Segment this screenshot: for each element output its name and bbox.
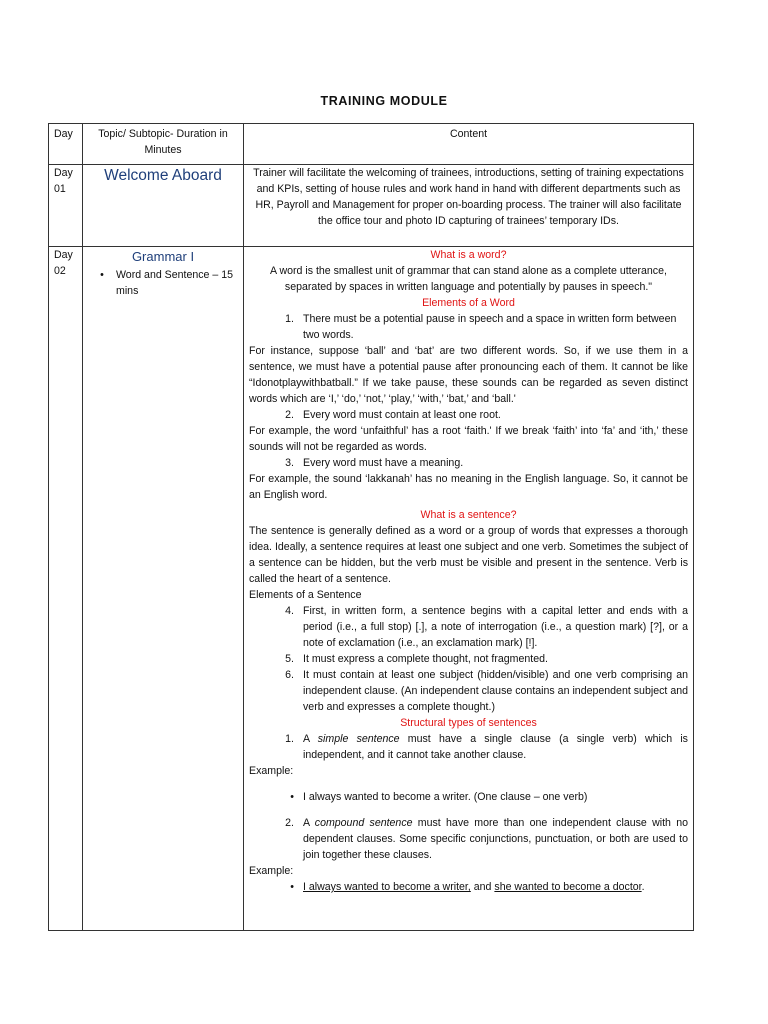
subtopic-item (88, 267, 238, 299)
word-heading: What is a word? (430, 249, 507, 261)
emphasis: compound sentence (314, 817, 413, 829)
list-text (303, 731, 688, 763)
list-item (249, 603, 688, 651)
table-row (49, 247, 694, 931)
list-item (249, 731, 688, 763)
example-label: Example: (249, 765, 294, 777)
elements-word-heading: Elements of a Word (422, 297, 515, 309)
for-instance-paragraph: For instance, suppose ‘ball’ and ‘bat’ are two different words. So, if we use them in a sentence, we must have a potential pause after pronouncing each of them. It cannot be like “Idonotplaywithbatball.” If we take pause, these sounds can be regarded as seven distinct words which are ‘I,’ ‘do,’ ‘not,’ ‘play,’ ‘with,’ ‘bat,’ and ‘ball.' (249, 345, 688, 405)
list-item (249, 879, 688, 895)
row2-topic-cell (83, 247, 244, 931)
list-item (249, 789, 688, 805)
list-item (249, 815, 688, 863)
subtopic-text: Word and Sentence – 15 mins (116, 269, 234, 297)
text-span: must have a single clause (a single verb) which is independent, and it cannot take another clause. (303, 733, 688, 761)
list-item (249, 311, 688, 343)
list-item (249, 455, 688, 471)
list-text: Every word must have a meaning. (303, 457, 464, 469)
list-text: It must contain at least one subject (hidden/visible) and one verb comprising an independent clause. (An independent clause contains an independent subject and verb and expresses a complete thought.) (303, 669, 688, 713)
list-text (303, 879, 688, 895)
underlined-clause: she wanted to become a doctor (494, 881, 642, 893)
header-day: Day (49, 124, 83, 165)
list-text (303, 815, 688, 863)
text-span: A (303, 817, 315, 829)
list-number: 1. (285, 313, 294, 325)
list-number: 6. (285, 669, 294, 681)
example-paragraph: For example, the word ‘unfaithful’ has a root ‘faith.' If we break ‘faith’ into ‘fa’ and ‘ith,’ these sounds will not be regarded as words. (249, 425, 688, 453)
table-row (49, 165, 694, 247)
list-number: 1. (285, 733, 294, 745)
bullet: • (100, 269, 104, 281)
text-span: must have more than one independent clause with no dependent clauses. Some specific conjunctions, punctuation, or both are used to join together these clauses. (303, 817, 688, 861)
list-text: It must express a complete thought, not fragmented. (303, 653, 548, 665)
bullet: • (290, 791, 294, 803)
row1-content: Trainer will facilitate the welcoming of trainees, introductions, setting of training expectations and KPIs, setting of house rules and work hand in hand with different departments such as HR, Payroll and Management for proper on-boarding process. The trainer will also facilitate the office tour and photo ID capturing of trainees’ temporary IDs. (244, 165, 694, 247)
text-span: . (641, 881, 645, 893)
sentence-definition: The sentence is generally defined as a word or a group of words that expresses a thorough idea. Ideally, a sentence requires at least one subject and one verb. Sometimes the subject of a sentence can be hidden, but the verb must be visible and present in the sentence. Verb is called the heart of a sentence. (249, 525, 688, 585)
emphasis: simple sentence (317, 733, 400, 745)
row2-day: Day 02 (49, 247, 83, 931)
row2-content (244, 247, 694, 931)
list-number: 3. (285, 457, 294, 469)
bullet: • (290, 881, 294, 893)
row1-topic-cell (83, 165, 244, 247)
row1-topic: Welcome Aboard (104, 167, 222, 184)
elements-sentence-label: Elements of a Sentence (249, 589, 362, 601)
structural-heading: Structural types of sentences (400, 717, 537, 729)
list-text: I always wanted to become a writer. (One clause – one verb) (303, 791, 588, 803)
list-number: 2. (285, 817, 294, 829)
example-paragraph: For example, the sound ‘lakkanah’ has no meaning in the English language. So, it cannot be an English word. (249, 473, 688, 501)
training-module-table (48, 123, 694, 931)
word-definition: A word is the smallest unit of grammar that can stand alone as a complete utterance, separated by spaces in written language and potentially by pauses in speech." (270, 265, 667, 293)
row1-day: Day 01 (49, 165, 83, 247)
list-number: 5. (285, 653, 294, 665)
row2-topic: Grammar I (131, 249, 195, 264)
list-text: Every word must contain at least one root. (303, 409, 501, 421)
list-item (249, 651, 688, 667)
header-topic: Topic/ Subtopic- Duration in Minutes (83, 124, 244, 165)
table-header-row (49, 124, 694, 165)
list-item (249, 407, 688, 423)
sentence-heading: What is a sentence? (420, 509, 517, 521)
text-span: A (303, 733, 318, 745)
list-text: There must be a potential pause in speech and a space in written form between two words. (303, 313, 677, 341)
underlined-clause: I always wanted to become a writer, (303, 881, 471, 893)
list-item (249, 667, 688, 715)
list-text: First, in written form, a sentence begins with a capital letter and ends with a period (i.e., a full stop) [.], a note of interrogation (i.e., a question mark) [?], or a note of exclamation (i.e., an exclamation mark) [!]. (303, 605, 688, 649)
text-span: and (470, 881, 495, 893)
header-content: Content (244, 124, 694, 165)
example-label: Example: (249, 865, 294, 877)
page-title: TRAINING MODULE (320, 94, 448, 108)
list-number: 2. (285, 409, 294, 421)
list-number: 4. (285, 605, 294, 617)
